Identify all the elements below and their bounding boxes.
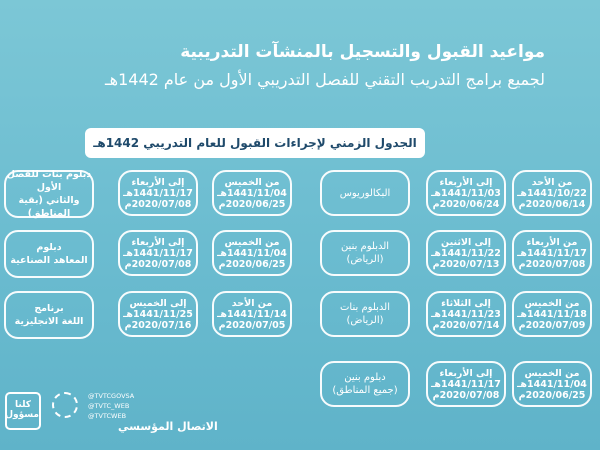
left-program-text: المعاهد الصناعية: [10, 255, 88, 266]
left-from-date: [212, 170, 292, 216]
right-from-date-text: 2020/06/14م: [518, 198, 586, 210]
right-to-date: [426, 291, 506, 337]
corporate-communication-label: الاتصال المؤسسي: [118, 420, 218, 433]
left-from-date-text: من الخميس: [224, 236, 280, 248]
left-from-date-text: 2020/06/25م: [218, 198, 286, 210]
left-program-text: برنامج: [34, 303, 64, 314]
right-from-date: [512, 170, 592, 216]
right-from-date-text: 1441/11/18هـ: [517, 308, 587, 320]
left-to-date-text: 2020/07/16م: [124, 319, 192, 331]
right-program: [320, 291, 410, 337]
right-to-date-text: 2020/07/13م: [432, 258, 500, 270]
left-program-text: دبلوم بنات للفصل الأول: [6, 169, 92, 193]
right-to-date-text: 1441/11/22هـ: [431, 247, 501, 259]
right-to-date: [426, 230, 506, 276]
left-to-date-text: إلى الأربعاء: [131, 236, 185, 248]
right-program-text: (الرياض): [346, 254, 384, 265]
table-heading: الجدول الزمني لإجراءات القبول للعام التدريبي 1442هـ: [85, 128, 425, 158]
right-to-date-text: 2020/07/08م: [432, 389, 500, 401]
left-program: [4, 170, 94, 218]
left-to-date: [118, 230, 198, 276]
right-to-date-text: إلى الاثنين: [441, 236, 491, 248]
right-to-date-text: 1441/11/03هـ: [431, 187, 501, 199]
right-from-date-text: 1441/11/17هـ: [517, 247, 587, 259]
kulluna-masool-logo: كلنا مسؤول: [5, 392, 41, 430]
left-from-date: [212, 291, 292, 337]
right-program-text: البكالوريوس: [339, 187, 391, 199]
right-to-date-text: 1441/11/23هـ: [431, 308, 501, 320]
social-handle-3: @TVTCWEB: [88, 412, 127, 420]
left-to-date: [118, 291, 198, 337]
right-to-date-text: إلى الأربعاء: [439, 367, 493, 379]
left-to-date-text: إلى الأربعاء: [131, 176, 185, 188]
right-to-date-text: إلى الأربعاء: [439, 176, 493, 188]
left-from-date-text: 1441/11/04هـ: [217, 187, 287, 199]
right-from-date-text: من الخميس: [524, 367, 580, 379]
left-from-date-text: 1441/11/14هـ: [217, 308, 287, 320]
social-handle-2: @TVTC_WEB: [88, 402, 130, 410]
social-handle-1: @TVTCGOVSA: [88, 392, 135, 400]
right-to-date: [426, 170, 506, 216]
left-from-date-text: 1441/11/04هـ: [217, 247, 287, 259]
right-to-date-text: إلى الثلاثاء: [441, 297, 491, 309]
left-to-date-text: 2020/07/08م: [124, 198, 192, 210]
right-to-date-text: 2020/07/14م: [432, 319, 500, 331]
left-program-text: دبلوم: [36, 242, 62, 253]
right-program: [320, 230, 410, 276]
right-from-date: [512, 291, 592, 337]
left-program-text: والثاني (بقية المناطق): [18, 195, 80, 219]
right-from-date: [512, 230, 592, 276]
left-from-date-text: 2020/07/05م: [218, 319, 286, 331]
right-program: [320, 361, 410, 407]
left-from-date-text: من الأحد: [231, 297, 273, 309]
right-program-text: (جميع المناطق): [332, 385, 398, 396]
left-to-date-text: 2020/07/08م: [124, 258, 192, 270]
left-to-date-text: 1441/11/17هـ: [123, 187, 193, 199]
left-to-date-text: 1441/11/17هـ: [123, 247, 193, 259]
right-from-date-text: 1441/10/22هـ: [517, 187, 587, 199]
right-from-date-text: 1441/11/04هـ: [517, 378, 587, 390]
right-program-text: (الرياض): [346, 315, 384, 326]
left-program-text: اللغة الانجليزية: [14, 316, 84, 327]
right-program-text: الدبلوم بنين: [340, 241, 390, 252]
right-program: [320, 170, 410, 216]
left-to-date: [118, 170, 198, 216]
right-program-text: دبلوم بنين: [344, 372, 386, 383]
tvtc-emblem-icon: [52, 392, 78, 418]
left-from-date: [212, 230, 292, 276]
page-subtitle: لجميع برامج التدريب التقني للفصل التدريبي الأول من عام 1442هـ: [104, 70, 545, 89]
right-from-date-text: من الأربعاء: [526, 236, 578, 248]
left-to-date-text: إلى الخميس: [129, 297, 187, 309]
right-from-date: [512, 361, 592, 407]
right-from-date-text: 2020/07/08م: [518, 258, 586, 270]
left-program: [4, 291, 94, 339]
right-from-date-text: 2020/07/09م: [518, 319, 586, 331]
right-to-date-text: 1441/11/17هـ: [431, 378, 501, 390]
right-from-date-text: 2020/06/25م: [518, 389, 586, 401]
left-from-date-text: 2020/06/25م: [218, 258, 286, 270]
right-from-date-text: من الأحد: [531, 176, 573, 188]
right-program-text: الدبلوم بنات: [340, 302, 390, 313]
right-to-date: [426, 361, 506, 407]
left-from-date-text: من الخميس: [224, 176, 280, 188]
left-to-date-text: 1441/11/25هـ: [123, 308, 193, 320]
left-program: [4, 230, 94, 278]
right-to-date-text: 2020/06/24م: [432, 198, 500, 210]
page-title: مواعيد القبول والتسجيل بالمنشآت التدريبية: [180, 42, 545, 62]
right-from-date-text: من الخميس: [524, 297, 580, 309]
